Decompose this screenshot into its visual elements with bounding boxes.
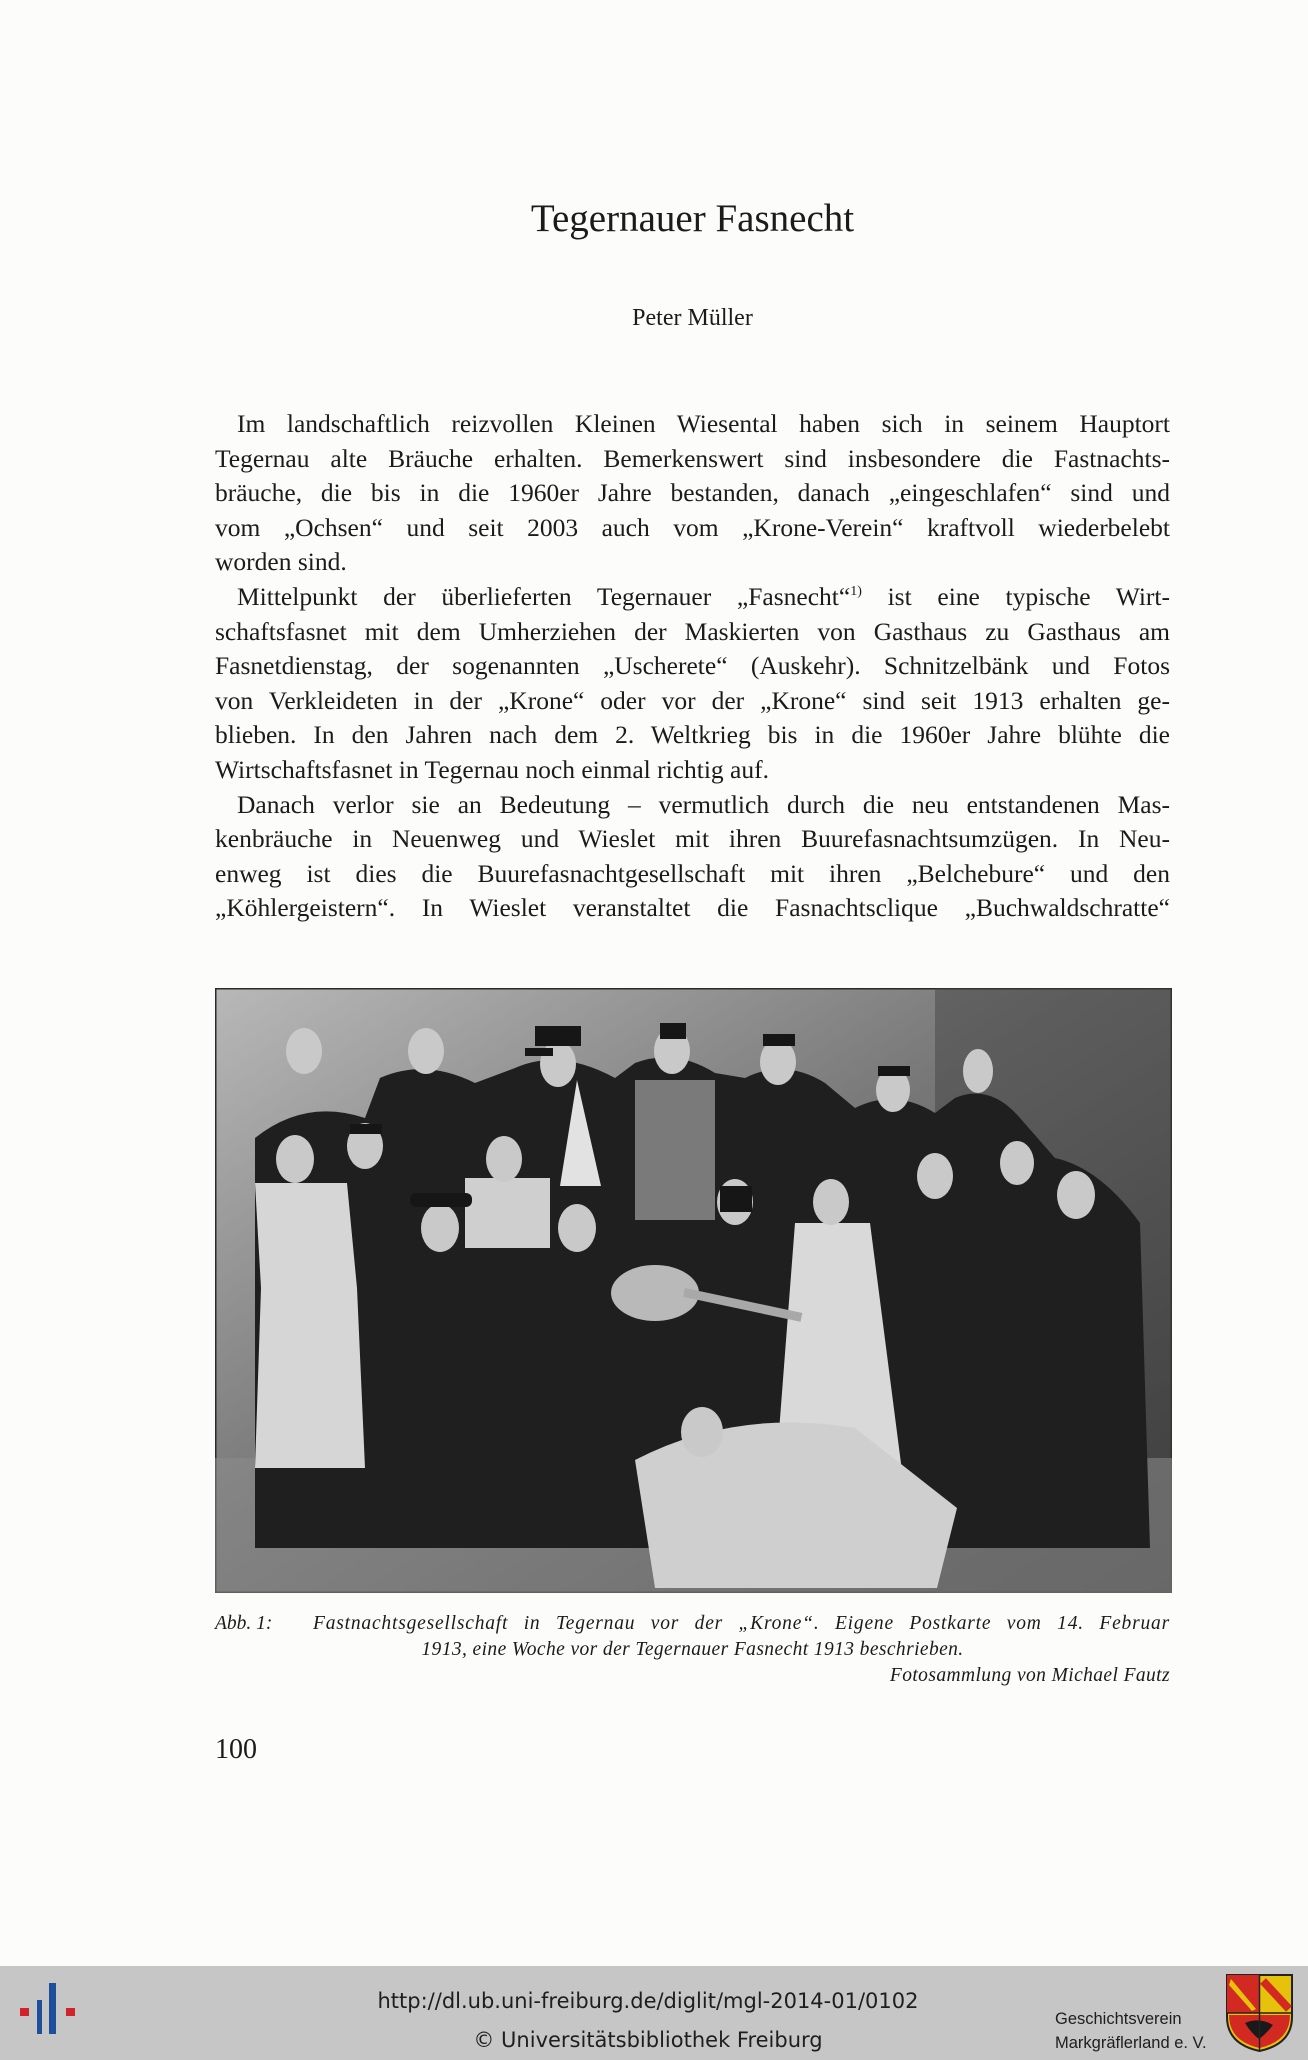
page-number: 100 — [215, 1734, 257, 1765]
article-body — [215, 407, 1170, 926]
figure-label: Abb. 1: — [215, 1613, 273, 1634]
body-line: blieben. In den Jahren nach dem 2. Weltkrieg bis in die 1960er Jahre blühte die — [215, 720, 1170, 750]
body-line: schaftsfasnet mit dem Umherziehen der Maskierten von Gasthaus zu Gasthaus am — [215, 616, 1170, 646]
photo-credit: Fotosammlung von Michael Fautz — [889, 1665, 1170, 1686]
body-line: bräuche, die bis in die 1960er Jahre bestanden, danach „eingeschlafen“ sind und — [215, 478, 1170, 508]
body-line: Im landschaftlich reizvollen Kleinen Wiesental haben sich in seinem Hauptort — [237, 409, 1170, 438]
caption-line: 1913, eine Woche vor der Tegernauer Fasnecht 1913 beschrieben. — [421, 1639, 964, 1660]
society-name-line1: Geschichtsverein — [1055, 2010, 1182, 2028]
body-line: Fasnetdienstag, der sogenannten „Uscherete“ (Auskehr). Schnitzelbänk und Fotos — [215, 651, 1170, 681]
body-line: kenbräuche in Neuenweg und Wieslet mit ihren Buurefasnachtsumzügen. In Neu- — [215, 824, 1170, 854]
body-line: „Köhlergeistern“. In Wieslet veranstaltet die Fasnachtsclique „Buchwaldschratte“ — [215, 893, 1170, 923]
body-line: Wirtschaftsfasnet in Tegernau noch einmal richtig auf. — [215, 754, 769, 784]
body-line: vom „Ochsen“ und seit 2003 auch vom „Krone-Verein“ kraftvoll wiederbelebt — [215, 512, 1170, 542]
coat-of-arms-icon — [1225, 1973, 1294, 2053]
group-photo — [215, 988, 1172, 1593]
footnote-reference: 1) — [850, 583, 862, 599]
body-line: Tegernau alte Bräuche erhalten. Bemerkenswert sind insbesondere die Fastnachts- — [215, 443, 1170, 473]
caption-line: Fastnachtsgesellschaft in Tegernau vor der „Krone“. Eigene Postkarte vom 14. Februar — [313, 1613, 1170, 1634]
footer-url: http://dl.ub.uni-freiburg.de/diglit/mgl-2014-01/0102 — [377, 1989, 919, 2013]
article-author: Peter Müller — [632, 305, 753, 331]
body-line: von Verkleideten in der „Krone“ oder vor der „Krone“ sind seit 1913 erhalten ge- — [215, 685, 1170, 715]
footer-bar — [0, 1966, 1308, 2060]
article-title: Tegernauer Fasnecht — [530, 197, 855, 240]
body-line — [215, 580, 1170, 615]
footer-copyright: © Universitätsbibliothek Freiburg — [473, 2028, 823, 2052]
body-line: enweg ist dies die Buurefasnachtgesellschaft mit ihren „Belchebure“ und den — [215, 858, 1170, 888]
society-name-line2: Markgräflerland e. V. — [1055, 2034, 1207, 2052]
body-line-text: Mittelpunkt der überlieferten Tegernauer „Fasnecht“ — [237, 581, 851, 611]
body-line: worden sind. — [215, 547, 347, 577]
body-line: Danach verlor sie an Bedeutung – vermutlich durch die neu entstandenen Mas- — [237, 789, 1170, 819]
body-line-text: ist eine typische Wirt- — [861, 581, 1170, 611]
